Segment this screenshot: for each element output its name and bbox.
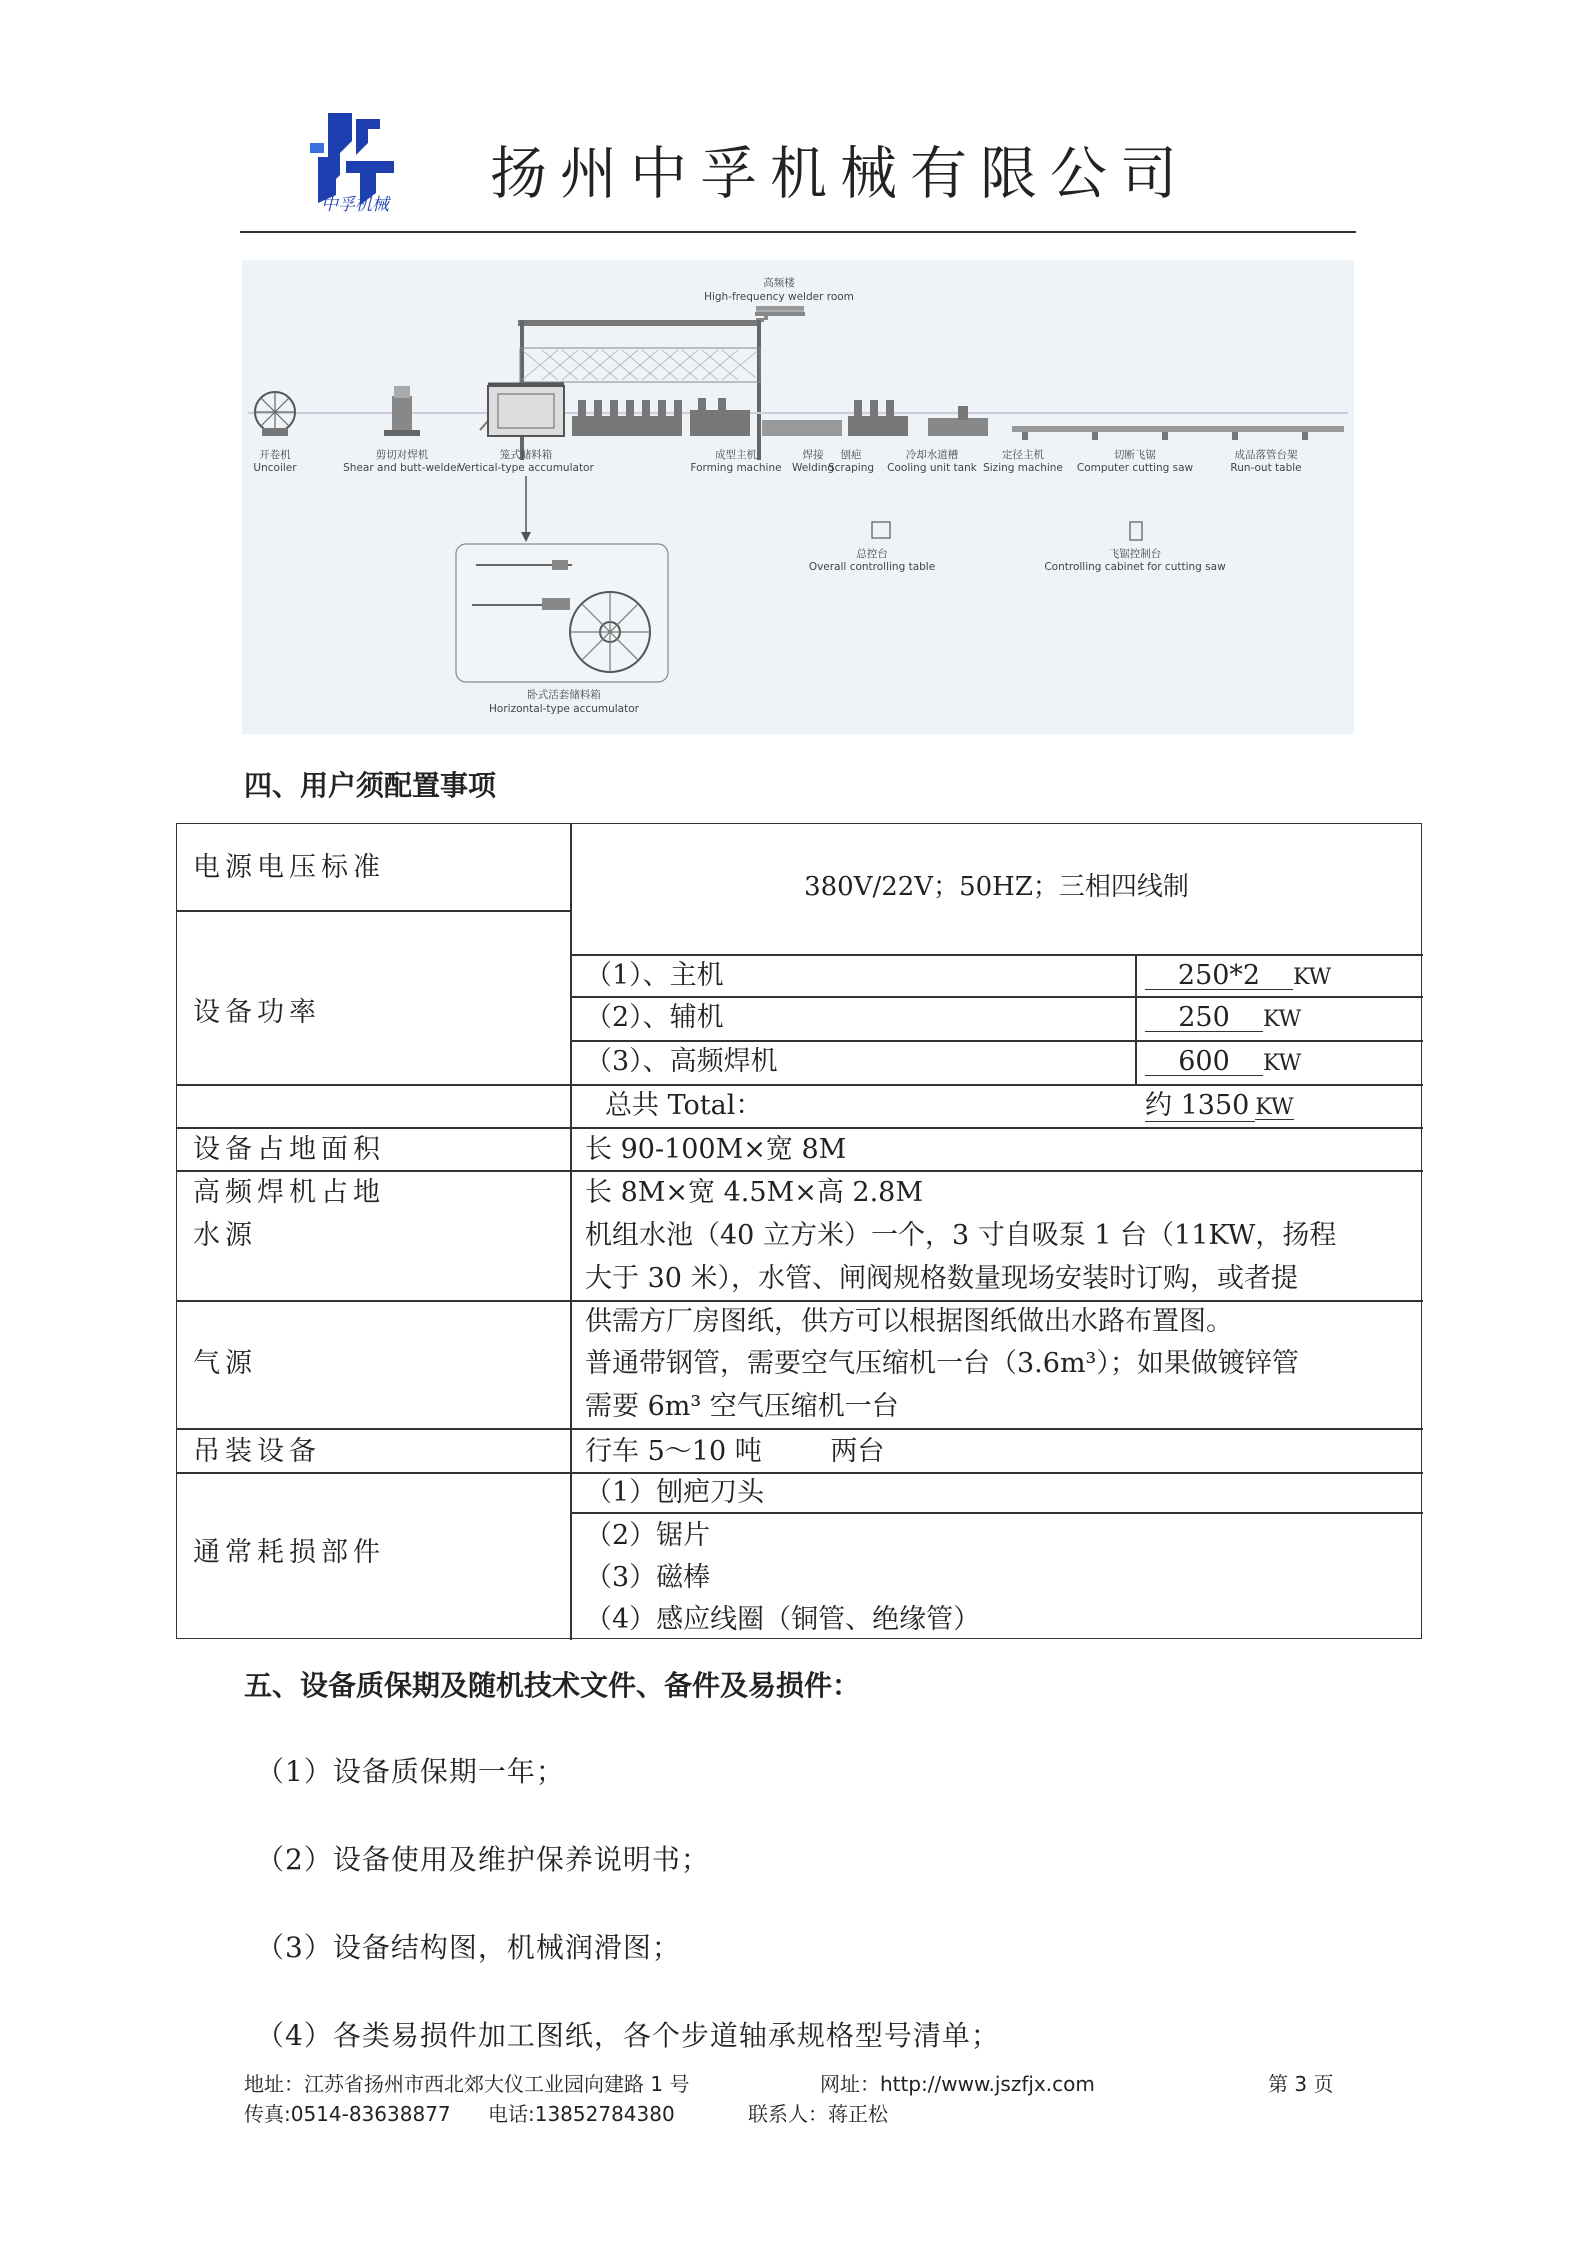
footer-phone: 电话:13852784380 bbox=[488, 2102, 675, 2126]
power-value-cell bbox=[1145, 1004, 1301, 1032]
footprint-value: 长 90-100M×宽 8M bbox=[585, 1134, 847, 1165]
air-line: 普通带钢管，需要空气压缩机一台（3.6m³）；如果做镀锌管 bbox=[585, 1348, 1299, 1379]
air-line: 需要 6m³ 空气压缩机一台 bbox=[585, 1391, 899, 1422]
warranty-item: （4）各类易损件加工图纸，各个步道轴承规格型号清单； bbox=[256, 2019, 1000, 2052]
station-label-en: Shear and butt-welder bbox=[343, 462, 461, 474]
station-label-en: Welding bbox=[791, 462, 835, 474]
warranty-item: （2）设备使用及维护保养说明书； bbox=[256, 1843, 710, 1876]
consumable-item: （1）刨疤刀头 bbox=[585, 1477, 765, 1508]
hf-welder-footprint-value: 长 8M×宽 4.5M×高 2.8M bbox=[585, 1177, 923, 1208]
section-4-title: 四、用户须配置事项 bbox=[244, 769, 497, 802]
station-label-en: Forming machine bbox=[690, 462, 782, 474]
station-label-zh: 笼式储料箱 bbox=[499, 449, 553, 461]
station-label-zh: 成品落管台架 bbox=[1234, 449, 1298, 461]
section-5-title: 五、设备质保期及随机技术文件、备件及易损件： bbox=[244, 1669, 861, 1702]
consumable-item: （2）锯片 bbox=[585, 1520, 711, 1551]
footer-address: 地址：江苏省扬州市西北郊大仪工业园向建路 1 号 bbox=[244, 2072, 690, 2096]
station-label-zh: 开卷机 bbox=[259, 449, 291, 461]
logo-text: 中孚机械 bbox=[321, 195, 389, 215]
power-value: 250 bbox=[1145, 1004, 1263, 1032]
footer-fax: 传真:0514-83638877 bbox=[244, 2102, 451, 2126]
requirements-table bbox=[176, 823, 1422, 1639]
control-label-en: Controlling cabinet for cutting saw bbox=[1044, 561, 1226, 573]
station-label-zh: 切断飞锯 bbox=[1114, 449, 1156, 461]
station-label-en: Computer cutting saw bbox=[1076, 462, 1194, 474]
accumulator-label-en: Horizontal-type accumulator bbox=[489, 703, 639, 715]
control-label-zh: 总控台 bbox=[856, 548, 888, 560]
station-label-en: Run-out table bbox=[1230, 462, 1302, 474]
power-unit: KW bbox=[1263, 1051, 1302, 1076]
station-label-zh: 冷却水道槽 bbox=[905, 449, 959, 461]
footprint-label: 设备占地面积 bbox=[193, 1134, 385, 1165]
station-label-en: Cooling unit tank bbox=[887, 462, 977, 474]
page-number: 第 3 页 bbox=[1268, 2072, 1334, 2096]
consumable-item: （3）磁棒 bbox=[585, 1562, 711, 1593]
station-label-en: Vertical-type accumulator bbox=[458, 462, 594, 474]
room-label-zh: 高频楼 bbox=[763, 277, 795, 289]
lifting-value: 行车 5～10 吨 两台 bbox=[585, 1436, 885, 1467]
power-value-cell bbox=[1145, 1048, 1301, 1076]
power-unit: KW bbox=[1263, 1007, 1302, 1032]
lifting-label: 吊装设备 bbox=[193, 1436, 321, 1467]
hf-welder-footprint-label: 高频焊机占地 bbox=[193, 1177, 385, 1208]
control-label-en: Overall controlling table bbox=[808, 561, 936, 573]
power-label: 设备功率 bbox=[193, 997, 321, 1028]
consumable-item: （4）感应线圈（铜管、绝缘管） bbox=[585, 1604, 981, 1635]
station-label-zh: 焊接 bbox=[802, 449, 824, 461]
production-line-diagram bbox=[242, 260, 1354, 734]
station-label-en: Scraping bbox=[827, 462, 875, 474]
water-line: 供需方厂房图纸，供方可以根据图纸做出水路布置图。 bbox=[585, 1306, 1233, 1337]
air-label: 气源 bbox=[193, 1348, 257, 1379]
control-label-zh: 飞锯控制台 bbox=[1108, 548, 1162, 560]
power-unit: KW bbox=[1293, 965, 1332, 990]
accumulator-label-zh: 卧式活套储料箱 bbox=[527, 689, 601, 701]
power-total-label: 总共 Total： bbox=[605, 1090, 763, 1121]
warranty-item: （3）设备结构图，机械润滑图； bbox=[256, 1931, 681, 1964]
power-item: （3）、高频焊机 bbox=[585, 1046, 778, 1077]
footer-contact: 联系人：蒋正松 bbox=[748, 2102, 888, 2126]
power-value-cell bbox=[1145, 962, 1331, 990]
water-line: 机组水池（40 立方米）一个，3 寸自吸泵 1 台（11KW，扬程 bbox=[585, 1220, 1337, 1251]
power-value: 250*2 bbox=[1145, 962, 1293, 990]
power-standard-value: 380V/22V；50HZ；三相四线制 bbox=[804, 872, 1189, 902]
room-label-en: High-frequency welder room bbox=[704, 291, 854, 303]
power-item: （2）、辅机 bbox=[585, 1002, 724, 1033]
station-label-en: Sizing machine bbox=[983, 462, 1063, 474]
warranty-item: （1）设备质保期一年； bbox=[256, 1755, 565, 1788]
water-line: 大于 30 米），水管、闸阀规格数量现场安装时订购，或者提 bbox=[585, 1263, 1299, 1294]
power-value: 600 bbox=[1145, 1048, 1263, 1076]
station-label-zh: 剪切对焊机 bbox=[375, 449, 429, 461]
power-total-value: 约 1350 bbox=[1145, 1090, 1255, 1122]
footer-website[interactable]: 网址：http://www.jszfjx.com bbox=[820, 2072, 1095, 2096]
consumables-label: 通常耗损部件 bbox=[193, 1537, 385, 1568]
power-total-unit: KW bbox=[1255, 1095, 1294, 1120]
station-label-zh: 成型主机 bbox=[715, 449, 757, 461]
station-label-en: Uncoiler bbox=[253, 462, 297, 474]
power-total-cell bbox=[1145, 1092, 1294, 1120]
water-label: 水源 bbox=[193, 1220, 257, 1251]
power-item: （1）、主机 bbox=[585, 960, 724, 991]
company-name: 扬州中孚机械有限公司 bbox=[490, 141, 1190, 207]
power-standard-label: 电源电压标准 bbox=[193, 852, 385, 883]
station-label-zh: 定径主机 bbox=[1002, 449, 1044, 461]
header-divider bbox=[240, 231, 1356, 233]
station-label-zh: 刨疤 bbox=[840, 449, 862, 461]
